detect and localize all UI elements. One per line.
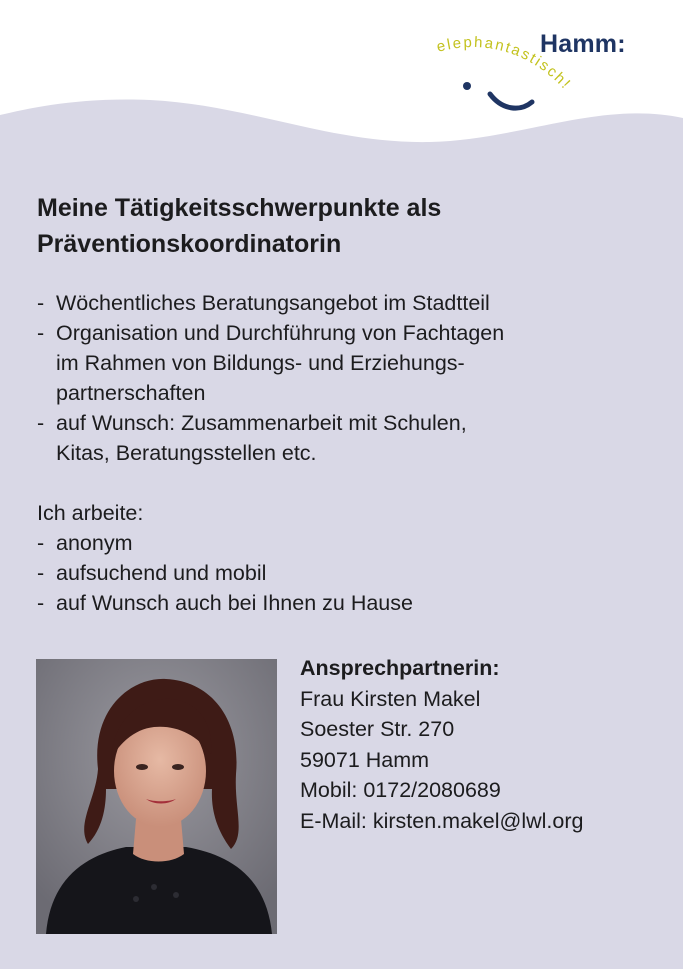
work-item: - anonym xyxy=(37,528,657,558)
contact-email: E-Mail: kirsten.makel@lwl.org xyxy=(300,808,584,833)
page-title-line-2: Präventionskoordinatorin xyxy=(37,230,342,258)
focus-item: - Wöchentliches Beratungsangebot im Stadtteil xyxy=(37,288,657,318)
portrait-photo xyxy=(36,659,277,934)
work-item: - aufsuchend und mobil xyxy=(37,558,657,588)
work-intro: Ich arbeite: xyxy=(37,501,144,525)
contact-block xyxy=(300,653,680,836)
page-title-line-1: Meine Tätigkeitsschwerpunkte als xyxy=(37,194,442,222)
contact-mobile: Mobil: 0172/2080689 xyxy=(300,778,501,802)
contact-city: 59071 Hamm xyxy=(300,747,430,772)
focus-list xyxy=(37,288,657,468)
page-title xyxy=(37,190,637,262)
contact-street: Soester Str. 270 xyxy=(300,717,455,741)
work-item: - auf Wunsch auch bei Ihnen zu Hause xyxy=(37,588,657,618)
contact-name: Frau Kirsten Makel xyxy=(300,686,481,711)
focus-item: - auf Wunsch: Zusammenarbeit mit Schulen, Kitas, Beratungsstellen etc. xyxy=(37,408,657,468)
logo-slogan: elephantastisch! xyxy=(434,33,575,94)
focus-item: - Organisation und Durchführung von Fachtagen im Rahmen von Bildungs- und Erziehungs- partnerschaften xyxy=(37,318,657,408)
portrait-photo-icon xyxy=(36,659,277,934)
work-list xyxy=(37,528,657,618)
contact-title: Ansprechpartnerin: xyxy=(300,656,500,680)
body-text xyxy=(37,288,657,618)
logo-brand: Hamm: xyxy=(540,30,626,58)
